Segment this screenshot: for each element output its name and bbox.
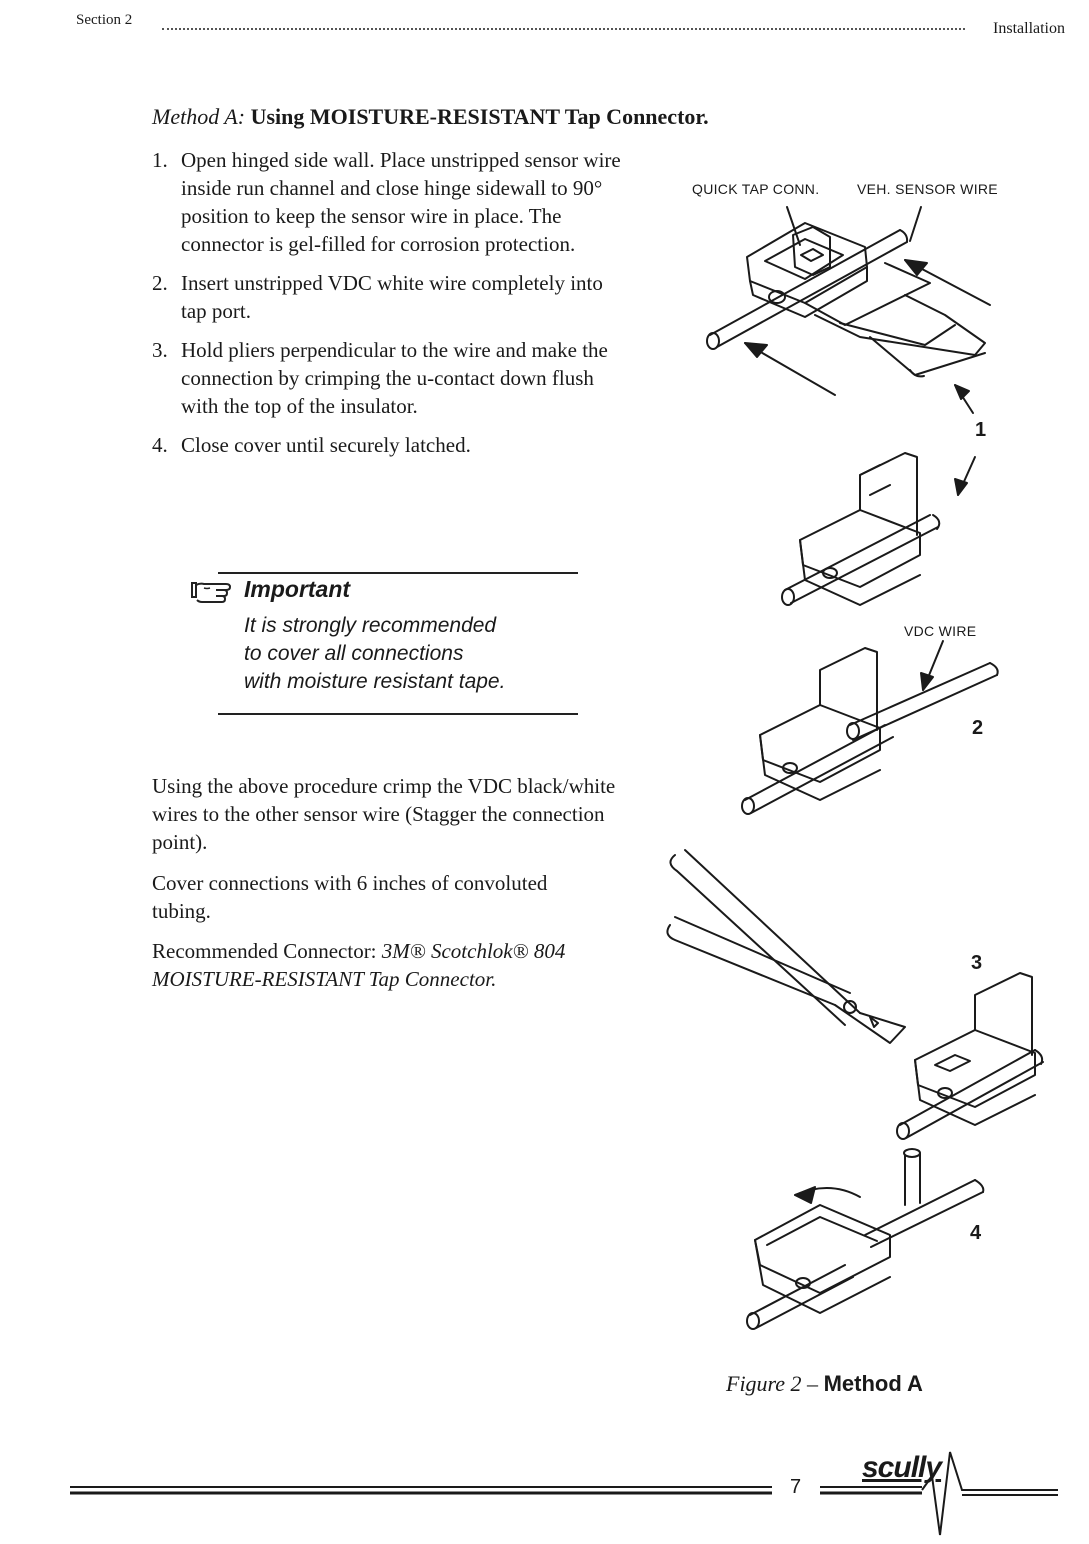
figure-caption-title: Method A [823,1371,923,1396]
step-item [152,336,622,420]
procedure-steps [152,146,622,470]
method-title [152,104,709,130]
step-number: 2. [152,271,168,295]
scully-logo: scully [862,1451,942,1484]
step-item [152,269,622,325]
crimp-paragraph: Using the above procedure crimp the VDC black/white wires to the other sensor wire (Stagger the connection point). [152,774,616,854]
figure-caption [726,1371,923,1397]
page-number: 7 [790,1476,802,1498]
step-text: Close cover until securely latched. [181,433,471,457]
label-vdc-wire: VDC WIRE [904,623,977,639]
step-item [152,146,622,258]
step-number: 3. [152,338,168,362]
header-section: Section 2 [76,12,133,28]
open-connector-drawing [707,207,990,395]
pointing-hand-icon [190,577,242,603]
cover-paragraph: Cover connections with 6 inches of convoluted tubing. [152,871,548,923]
method-prefix: Method A: [152,104,246,129]
figure-step-number: 3 [971,952,983,974]
label-vehicle-sensor-wire: VEH. SENSOR WIRE [857,181,998,197]
label-quick-tap-conn: QUICK TAP CONN. [692,181,820,197]
recommended-prefix: Recommended Connector: [152,939,382,963]
insert-vdc-wire-drawing [742,641,998,814]
step-one-arrows [955,385,975,495]
important-label: Important [244,576,351,602]
figure-step-number: 4 [970,1222,982,1244]
important-body [244,612,505,696]
step-text: Insert unstripped VDC white wire completely into tap port. [181,271,603,323]
closed-sidewall-drawing [782,453,939,605]
page-header [76,12,1065,36]
step-text: Open hinged side wall. Place unstripped sensor wire inside run channel and close hinge sidewall to 90° position to keep the sensor wire in place. The connector is gel-filled for corrosion protection. [181,148,621,256]
important-rule-bottom [218,713,578,715]
header-dot-leader [162,28,965,30]
pliers-crimp-drawing [667,850,1043,1139]
important-heading [190,576,350,603]
important-line: with moisture resistant tape. [244,670,506,693]
step-number: 4. [152,433,168,457]
recommended-connector: 3M® Scotchlok® 804 MOISTURE-RESISTANT Tap Connector. [152,939,566,991]
figure-caption-prefix: Figure 2 – [726,1371,824,1396]
step-number: 1. [152,148,168,172]
figure-step-number: 1 [975,419,987,441]
tap-connector-illustration [655,195,1075,1355]
step-text: Hold pliers perpendicular to the wire and make the connection by crimping the u-contact down flush with the top of the insulator. [181,338,608,418]
recommended-paragraph [152,937,632,993]
figure-step-number: 2 [972,717,984,739]
important-line: to cover all connections [244,642,464,665]
close-cover-drawing [747,1149,983,1329]
important-line: It is strongly recommended [244,614,497,637]
important-rule-top [218,572,578,574]
method-heading: Using MOISTURE-RESISTANT Tap Connector. [250,104,709,129]
step-item [152,431,622,459]
header-chapter: Installation [993,20,1065,37]
